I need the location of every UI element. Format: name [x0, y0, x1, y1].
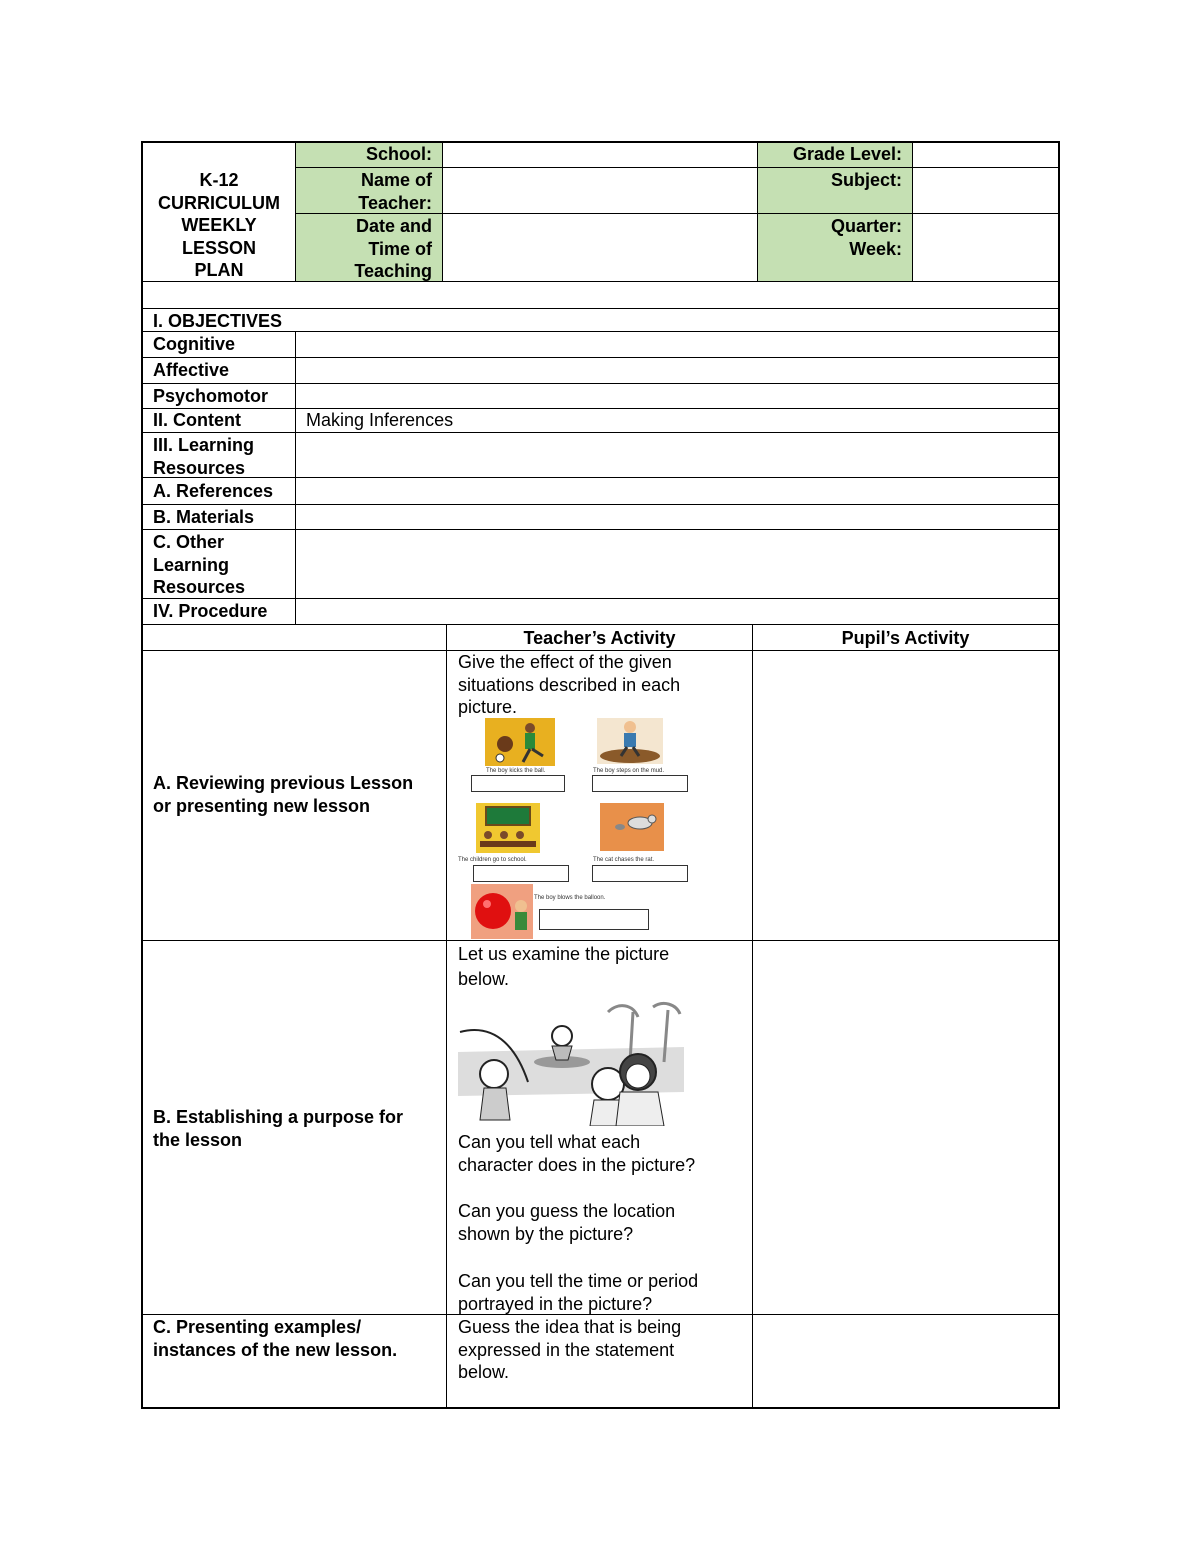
other-resources-label: C. Other Learning Resources [153, 532, 246, 597]
teacher-label: Name of Teacher: [358, 170, 432, 213]
affective-field[interactable] [296, 358, 1058, 383]
section-b-question-3: Can you tell the time or period portrayed in the picture? [458, 1271, 699, 1314]
section-a-instructions: Give the effect of the given situations described in each picture. [458, 652, 681, 717]
section-c-label: C. Presenting examples/ instances of the new lesson. [153, 1317, 398, 1360]
school-children-picture [476, 803, 540, 853]
beach-scene-picture [458, 992, 684, 1126]
section-c-instructions: Guess the idea that is being expressed in the statement below. [458, 1317, 682, 1382]
picture-caption-4: The cat chases the rat. [593, 857, 655, 863]
section-b-instructions: Let us examine the picture below. [458, 944, 670, 989]
psychomotor-label: Psychomotor [153, 386, 269, 406]
balloon-picture [471, 884, 533, 939]
picture-caption-2: The boy steps on the mud. [593, 768, 665, 774]
materials-label: B. Materials [153, 507, 255, 527]
procedure-label: IV. Procedure [153, 601, 268, 621]
cat-chasing-picture [600, 803, 664, 851]
answer-box-3[interactable] [473, 865, 569, 882]
teacher-activity-header: Teacher’s Activity [523, 628, 676, 648]
date-time-label: Date and Time of Teaching [354, 216, 432, 281]
subject-field[interactable] [913, 168, 1058, 213]
affective-label: Affective [153, 360, 230, 380]
school-field[interactable] [443, 143, 757, 167]
teacher-field[interactable] [443, 168, 757, 213]
answer-box-2[interactable] [592, 775, 688, 792]
section-b-question-1: Can you tell what each character does in the picture? [458, 1132, 696, 1175]
document-title: K-12 CURRICULUM WEEKLY LESSON PLAN [158, 170, 280, 280]
grade-level-field[interactable] [913, 143, 1058, 167]
quarter-week-label: Quarter: Week: [830, 216, 902, 259]
section-a-pupil-field[interactable] [753, 651, 1058, 940]
section-b-question-2: Can you guess the location shown by the picture? [458, 1201, 676, 1244]
date-time-field[interactable] [443, 214, 757, 281]
cognitive-label: Cognitive [153, 334, 236, 354]
materials-field[interactable] [296, 505, 1058, 529]
answer-box-4[interactable] [592, 865, 688, 882]
answer-box-1[interactable] [471, 775, 565, 792]
picture-caption-1: The boy kicks the ball. [486, 768, 546, 774]
content-label: II. Content [153, 410, 241, 430]
subject-label: Subject: [830, 170, 902, 190]
picture-caption-5: The boy blows the balloon. [534, 895, 606, 901]
content-value[interactable]: Making Inferences [306, 410, 454, 430]
learning-resources-label: III. Learning Resources [153, 435, 255, 478]
section-b-pupil-field[interactable] [753, 941, 1058, 1314]
section-c-pupil-field[interactable] [753, 1315, 1058, 1407]
section-a-label: A. Reviewing previous Lesson or presenting new lesson [153, 773, 414, 816]
answer-box-5[interactable] [539, 909, 649, 930]
cognitive-field[interactable] [296, 332, 1058, 357]
objectives-heading: I. OBJECTIVES [153, 311, 283, 331]
psychomotor-field[interactable] [296, 384, 1058, 408]
school-label: School: [366, 144, 432, 164]
picture-caption-3: The children go to school. [458, 857, 527, 863]
quarter-week-field[interactable] [913, 214, 1058, 281]
other-resources-field[interactable] [296, 530, 1058, 598]
references-field[interactable] [296, 478, 1058, 504]
references-label: A. References [153, 481, 274, 501]
grade-level-label: Grade Level: [792, 144, 902, 164]
kicking-ball-picture [485, 718, 555, 766]
section-b-label: B. Establishing a purpose for the lesson [153, 1107, 404, 1150]
pupil-activity-header: Pupil’s Activity [841, 628, 970, 648]
mud-step-picture [597, 718, 663, 764]
